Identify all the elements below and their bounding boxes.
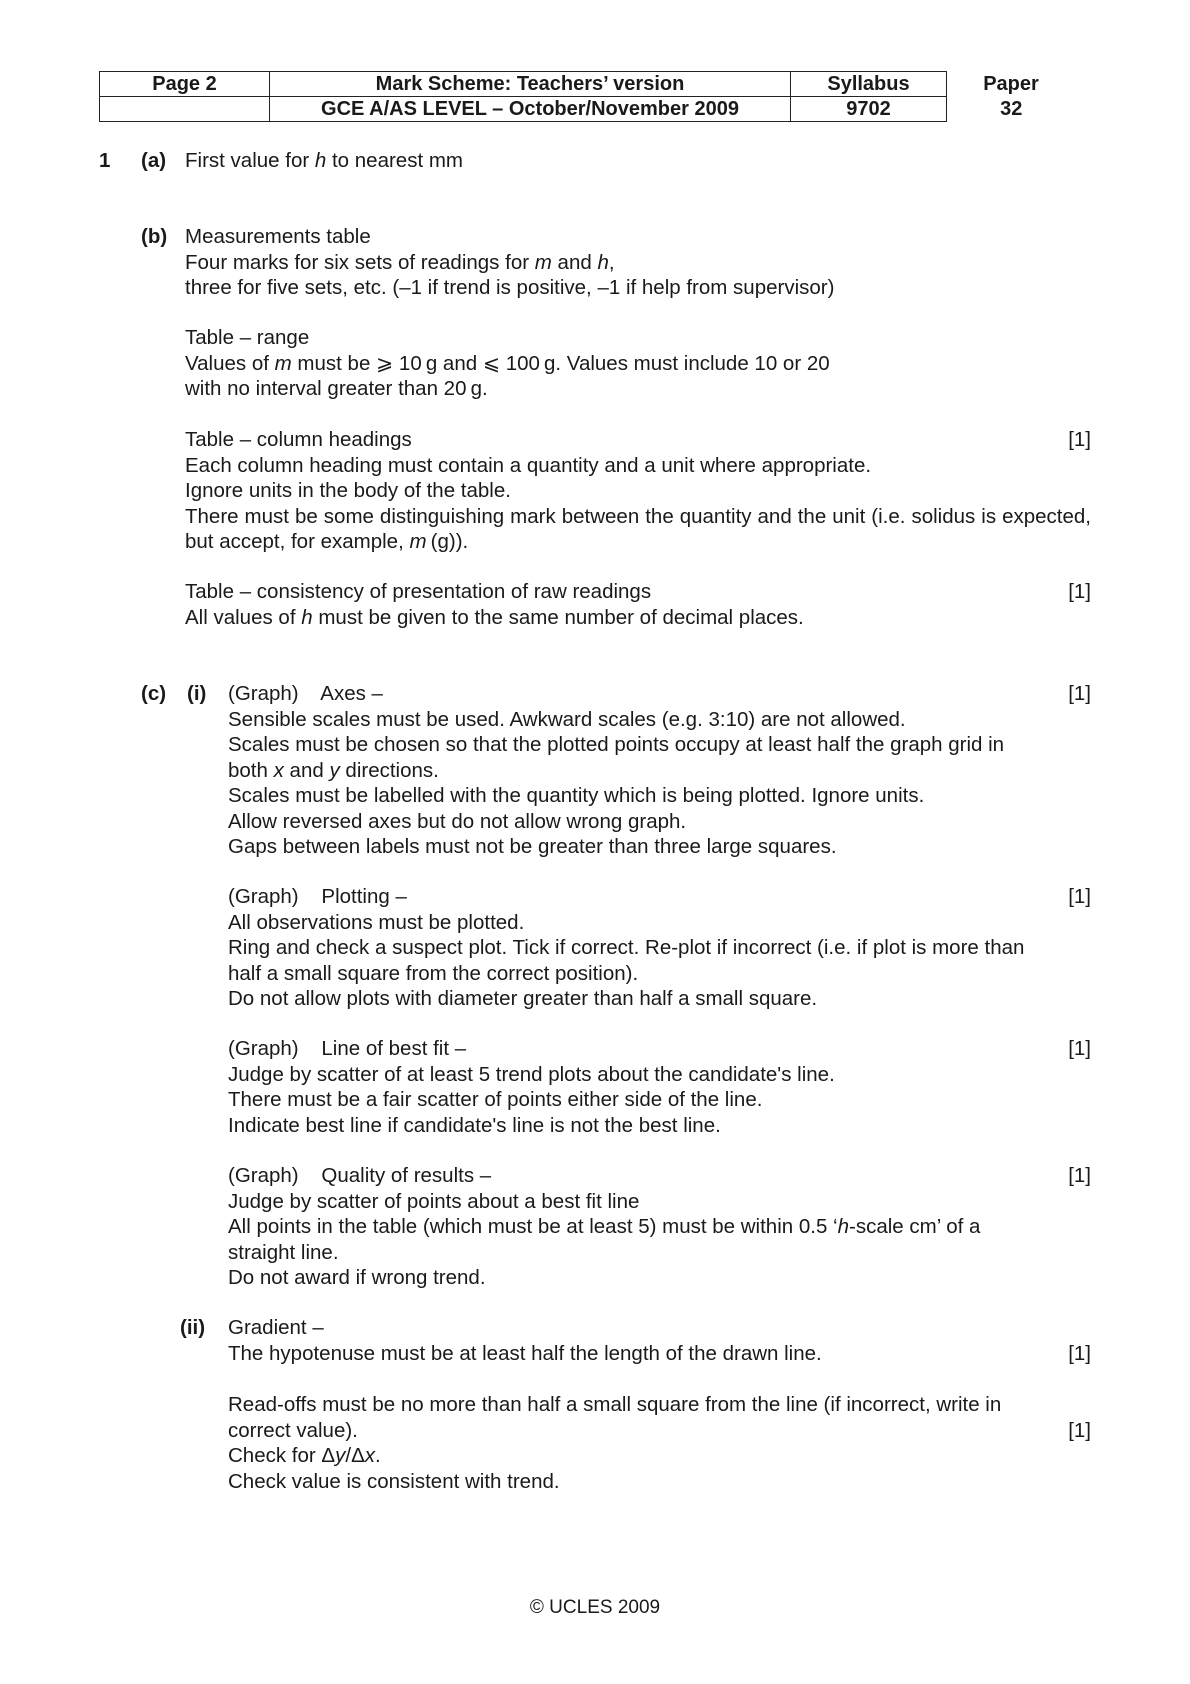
mark: [1] bbox=[1068, 1418, 1091, 1442]
col-line-1: Each column heading must contain a quantity and a unit where appropriate. bbox=[185, 453, 872, 477]
fit-line-3: Indicate best line if candidate's line is not the best line. bbox=[228, 1113, 721, 1137]
qual-line-2: All points in the table (which must be at least 5) must be within 0.5 ‘h-scale cm’ of a bbox=[228, 1215, 981, 1238]
question-number: 1 bbox=[99, 149, 111, 172]
part-cii-label: (ii) bbox=[180, 1316, 206, 1339]
b-line-3: three for five sets, etc. (–1 if trend is positive, –1 if help from supervisor) bbox=[185, 276, 835, 299]
range-block bbox=[185, 325, 1091, 402]
part-c-label: (c) bbox=[141, 682, 167, 705]
gradient-block bbox=[228, 1315, 1091, 1366]
mark: [1] bbox=[1068, 885, 1091, 908]
plot-line-1: All observations must be plotted. bbox=[228, 910, 525, 934]
axes-line-2: Scales must be chosen so that the plotted points occupy at least half the graph grid in bbox=[228, 733, 1005, 756]
plot-line-4: Do not allow plots with diameter greater than half a small square. bbox=[228, 987, 818, 1010]
paper-label: Paper bbox=[983, 73, 1039, 95]
document-subtitle: GCE A/AS LEVEL – October/November 2009 bbox=[270, 97, 791, 122]
gradient-title: Gradient – bbox=[228, 1316, 324, 1339]
part-b-block bbox=[185, 224, 1091, 301]
read-line-2: correct value). [1] bbox=[228, 1418, 1091, 1442]
b-line-2: Four marks for six sets of readings for m and h, bbox=[185, 250, 615, 274]
qual-line-1: Judge by scatter of points about a best fit line bbox=[228, 1189, 640, 1213]
mark: [1] bbox=[1068, 1164, 1091, 1187]
plotting-block bbox=[228, 884, 1091, 1012]
quality-title: (Graph) Quality of results – [1] bbox=[228, 1164, 1091, 1187]
measurements-heading: Measurements table bbox=[185, 225, 371, 248]
read-line-1: Read-offs must be no more than half a small square from the line (if incorrect, write in bbox=[228, 1393, 1002, 1416]
header-table bbox=[99, 71, 1076, 122]
col-line-3: There must be some distinguishing mark between the quantity and the unit (i.e. solidus is expected, but accept, for example, m (g)). bbox=[185, 504, 1091, 553]
axes-line-6: Gaps between labels must not be greater than three large squares. bbox=[228, 835, 837, 858]
fit-line-1: Judge by scatter of at least 5 trend plots about the candidate's line. bbox=[228, 1062, 835, 1086]
mark: [1] bbox=[1068, 580, 1091, 603]
mark: [1] bbox=[1068, 682, 1091, 705]
qual-line-4: Do not award if wrong trend. bbox=[228, 1266, 486, 1289]
range-line-2: with no interval greater than 20 g. bbox=[185, 377, 488, 400]
axes-line-3: both x and y directions. bbox=[228, 758, 439, 782]
document-title: Mark Scheme: Teachers’ version bbox=[270, 72, 791, 97]
syllabus-label: Syllabus bbox=[791, 72, 947, 97]
mark: [1] bbox=[1068, 1037, 1091, 1060]
part-a-text: First value for h to nearest mm bbox=[185, 149, 463, 172]
plotting-title: (Graph) Plotting – [1] bbox=[228, 885, 1091, 908]
column-headings-title: Table – column headings [1] bbox=[185, 428, 1091, 451]
axes-block bbox=[228, 681, 1091, 860]
axes-line-5: Allow reversed axes but do not allow wrong graph. bbox=[228, 809, 687, 833]
part-a-label: (a) bbox=[141, 149, 167, 172]
quality-block bbox=[228, 1163, 1091, 1291]
consistency-block bbox=[185, 579, 1091, 630]
page-number: Page 2 bbox=[100, 72, 270, 97]
paper-value: 32 bbox=[1000, 98, 1023, 120]
mark: [1] bbox=[1068, 1341, 1091, 1365]
range-title: Table – range bbox=[185, 326, 310, 349]
best-fit-block bbox=[228, 1036, 1091, 1138]
best-fit-title: (Graph) Line of best fit – [1] bbox=[228, 1037, 1091, 1060]
footer-copyright: © UCLES 2009 bbox=[529, 1597, 661, 1618]
axes-line-1: Sensible scales must be used. Awkward scales (e.g. 3:10) are not allowed. bbox=[228, 707, 906, 731]
trend-line: Check value is consistent with trend. bbox=[228, 1469, 560, 1493]
cons-line-1: All values of h must be given to the same number of decimal places. bbox=[185, 605, 804, 629]
part-b-label: (b) bbox=[141, 225, 168, 248]
mark: [1] bbox=[1068, 428, 1091, 451]
grad-line-1: The hypotenuse must be at least half the length of the drawn line. [1] bbox=[228, 1341, 1091, 1365]
consistency-title: Table – consistency of presentation of raw readings [1] bbox=[185, 580, 1091, 603]
col-line-2: Ignore units in the body of the table. bbox=[185, 479, 511, 502]
axes-title: (Graph) Axes – [1] bbox=[228, 682, 1091, 705]
check-line: Check for Δy/Δx. bbox=[228, 1444, 381, 1467]
part-ci-label: (i) bbox=[187, 682, 207, 705]
plot-line-3: half a small square from the correct position). bbox=[228, 961, 639, 985]
read-offs-block bbox=[228, 1392, 1091, 1494]
column-headings-block bbox=[185, 427, 1091, 555]
empty-cell bbox=[100, 97, 270, 122]
qual-line-3: straight line. bbox=[228, 1240, 339, 1264]
syllabus-value: 9702 bbox=[791, 97, 947, 122]
fit-line-2: There must be a fair scatter of points either side of the line. bbox=[228, 1088, 763, 1111]
plot-line-2: Ring and check a suspect plot. Tick if correct. Re-plot if incorrect (i.e. if plot is more than bbox=[228, 936, 1025, 959]
axes-line-4: Scales must be labelled with the quantity which is being plotted. Ignore units. bbox=[228, 784, 925, 807]
range-line-1: Values of m must be ⩾ 10 g and ⩽ 100 g. Values must include 10 or 20 bbox=[185, 351, 830, 375]
